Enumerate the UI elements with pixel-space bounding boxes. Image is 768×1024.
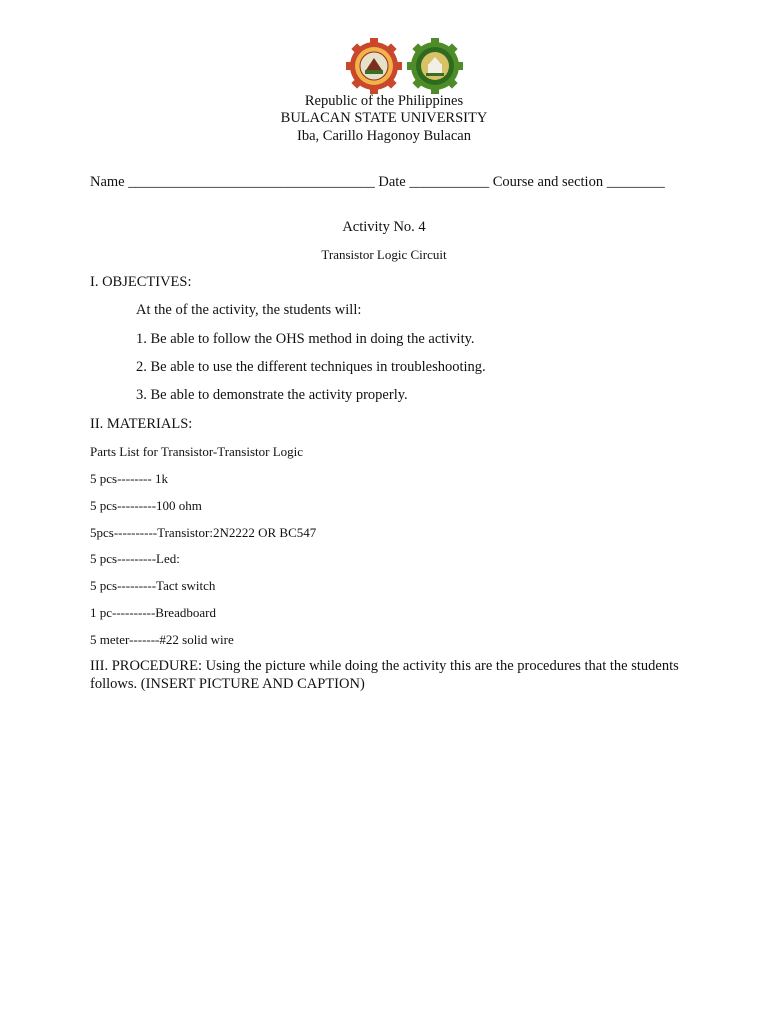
header-address: Iba, Carillo Hagonoy Bulacan bbox=[297, 128, 471, 144]
procedure-paragraph: III. PROCEDURE: Using the picture while doing the activity this are the procedures that the students follows. (INSERT PICTURE AND CAPTION) bbox=[90, 658, 679, 692]
student-info-line: Name __________________________________ Date ___________ Course and section ________ bbox=[90, 174, 665, 190]
material-item: 5 pcs-------- 1k bbox=[90, 471, 168, 486]
objectives-heading: I. OBJECTIVES: bbox=[90, 274, 192, 290]
logo-row bbox=[0, 38, 768, 94]
activity-number: Activity No. 4 bbox=[342, 219, 426, 235]
header-country: Republic of the Philippines bbox=[304, 93, 464, 109]
material-item: 5 meter-------#22 solid wire bbox=[90, 632, 234, 647]
objective-item: 2. Be able to use the different techniques in troubleshooting. bbox=[136, 359, 486, 375]
college-seal-logo bbox=[406, 38, 464, 94]
material-item: 5pcs----------Transistor:2N2222 OR BC547 bbox=[90, 525, 317, 540]
university-seal-logo bbox=[345, 38, 403, 94]
material-item: 5 pcs---------Tact switch bbox=[90, 578, 216, 593]
parts-list-title: Parts List for Transistor-Transistor Logic bbox=[90, 444, 304, 459]
objective-item: 3. Be able to demonstrate the activity properly. bbox=[136, 387, 408, 403]
header-university: BULACAN STATE UNIVERSITY bbox=[280, 110, 488, 126]
activity-title: Transistor Logic Circuit bbox=[321, 247, 447, 262]
material-item: 5 pcs---------100 ohm bbox=[90, 498, 202, 513]
material-item: 1 pc----------Breadboard bbox=[90, 605, 216, 620]
objectives-intro: At the of the activity, the students will: bbox=[136, 302, 362, 318]
materials-heading: II. MATERIALS: bbox=[90, 416, 193, 432]
material-item: 5 pcs---------Led: bbox=[90, 551, 180, 566]
objective-item: 1. Be able to follow the OHS method in doing the activity. bbox=[136, 331, 475, 347]
